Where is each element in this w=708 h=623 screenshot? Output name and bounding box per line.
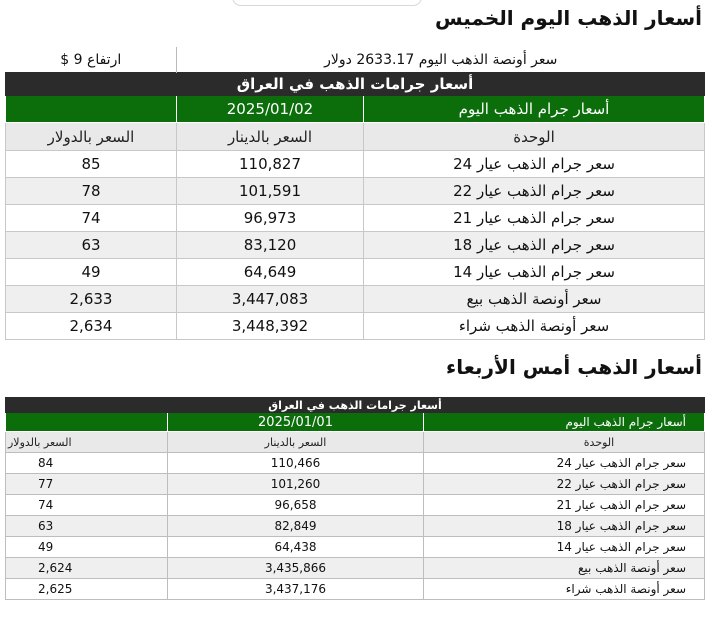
page-title-yesterday: أسعار الذهب أمس الأربعاء xyxy=(446,355,702,379)
table-row xyxy=(6,259,705,286)
iqd-cell: 110,466 xyxy=(168,453,424,474)
unit-cell: سعر جرام الذهب عيار 18 xyxy=(424,516,705,537)
iqd-cell: 3,447,083 xyxy=(177,286,364,313)
usd-cell: 74 xyxy=(6,205,177,232)
header-label: أسعار جرام الذهب اليوم xyxy=(424,413,705,432)
iqd-cell: 64,649 xyxy=(177,259,364,286)
usd-cell: 84 xyxy=(6,453,168,474)
ounce-price-text: سعر أونصة الذهب اليوم 2633.17 دولار xyxy=(324,51,558,68)
iqd-cell: 64,438 xyxy=(168,537,424,558)
table-row xyxy=(6,474,705,495)
usd-cell: 2,624 xyxy=(6,558,168,579)
table-row xyxy=(6,516,705,537)
column-header-row xyxy=(6,432,705,453)
table-row xyxy=(6,178,705,205)
table-title: أسعار جرامات الذهب في العراق xyxy=(6,398,705,413)
usd-cell: 77 xyxy=(6,474,168,495)
page-title-today: أسعار الذهب اليوم الخميس xyxy=(434,6,702,30)
table-row xyxy=(6,151,705,178)
iqd-cell: 101,591 xyxy=(177,178,364,205)
col-iqd: السعر بالدينار xyxy=(168,432,424,453)
usd-cell: 78 xyxy=(6,178,177,205)
gold-prices-today-table xyxy=(5,47,705,340)
unit-cell: سعر أونصة الذهب بيع xyxy=(424,558,705,579)
iqd-cell: 3,437,176 xyxy=(168,579,424,600)
iqd-cell: 83,120 xyxy=(177,232,364,259)
iqd-cell: 110,827 xyxy=(177,151,364,178)
date-header-row xyxy=(6,96,705,123)
table-row xyxy=(6,558,705,579)
col-unit: الوحدة xyxy=(424,432,705,453)
table-row xyxy=(6,286,705,313)
top-search-pill[interactable] xyxy=(232,0,422,6)
table-title-row xyxy=(6,398,705,413)
price-change-text: ارتفاع 9 $ xyxy=(6,47,177,73)
iqd-cell: 96,973 xyxy=(177,205,364,232)
gold-prices-yesterday-table xyxy=(5,397,705,600)
header-empty xyxy=(6,413,168,432)
table-row xyxy=(6,205,705,232)
header-label: أسعار جرام الذهب اليوم xyxy=(364,96,705,123)
iqd-cell: 3,448,392 xyxy=(177,313,364,340)
col-iqd: السعر بالدينار xyxy=(177,123,364,151)
iqd-cell: 3,435,866 xyxy=(168,558,424,579)
table-row xyxy=(6,537,705,558)
usd-cell: 2,633 xyxy=(6,286,177,313)
col-usd: السعر بالدولار xyxy=(6,432,168,453)
table-row xyxy=(6,579,705,600)
unit-cell: سعر جرام الذهب عيار 14 xyxy=(364,259,705,286)
table-title: أسعار جرامات الذهب في العراق xyxy=(6,73,705,96)
unit-cell: سعر أونصة الذهب شراء xyxy=(364,313,705,340)
column-header-row xyxy=(6,123,705,151)
header-date: 2025/01/02 xyxy=(177,96,364,123)
usd-cell: 49 xyxy=(6,259,177,286)
col-unit: الوحدة xyxy=(364,123,705,151)
unit-cell: سعر جرام الذهب عيار 22 xyxy=(364,178,705,205)
usd-cell: 63 xyxy=(6,232,177,259)
unit-cell: سعر أونصة الذهب بيع xyxy=(364,286,705,313)
table-row xyxy=(6,232,705,259)
unit-cell: سعر جرام الذهب عيار 21 xyxy=(424,495,705,516)
usd-cell: 85 xyxy=(6,151,177,178)
table-row xyxy=(6,313,705,340)
ounce-info-row xyxy=(6,47,705,73)
col-usd: السعر بالدولار xyxy=(6,123,177,151)
table-row xyxy=(6,495,705,516)
unit-cell: سعر جرام الذهب عيار 18 xyxy=(364,232,705,259)
unit-cell: سعر جرام الذهب عيار 24 xyxy=(424,453,705,474)
unit-cell: سعر جرام الذهب عيار 14 xyxy=(424,537,705,558)
iqd-cell: 101,260 xyxy=(168,474,424,495)
iqd-cell: 82,849 xyxy=(168,516,424,537)
usd-cell: 63 xyxy=(6,516,168,537)
header-empty xyxy=(6,96,177,123)
table-row xyxy=(6,453,705,474)
usd-cell: 2,625 xyxy=(6,579,168,600)
header-date: 2025/01/01 xyxy=(168,413,424,432)
unit-cell: سعر جرام الذهب عيار 22 xyxy=(424,474,705,495)
unit-cell: سعر جرام الذهب عيار 21 xyxy=(364,205,705,232)
unit-cell: سعر جرام الذهب عيار 24 xyxy=(364,151,705,178)
usd-cell: 49 xyxy=(6,537,168,558)
date-header-row xyxy=(6,413,705,432)
usd-cell: 2,634 xyxy=(6,313,177,340)
table-title-row xyxy=(6,73,705,96)
unit-cell: سعر أونصة الذهب شراء xyxy=(424,579,705,600)
iqd-cell: 96,658 xyxy=(168,495,424,516)
usd-cell: 74 xyxy=(6,495,168,516)
